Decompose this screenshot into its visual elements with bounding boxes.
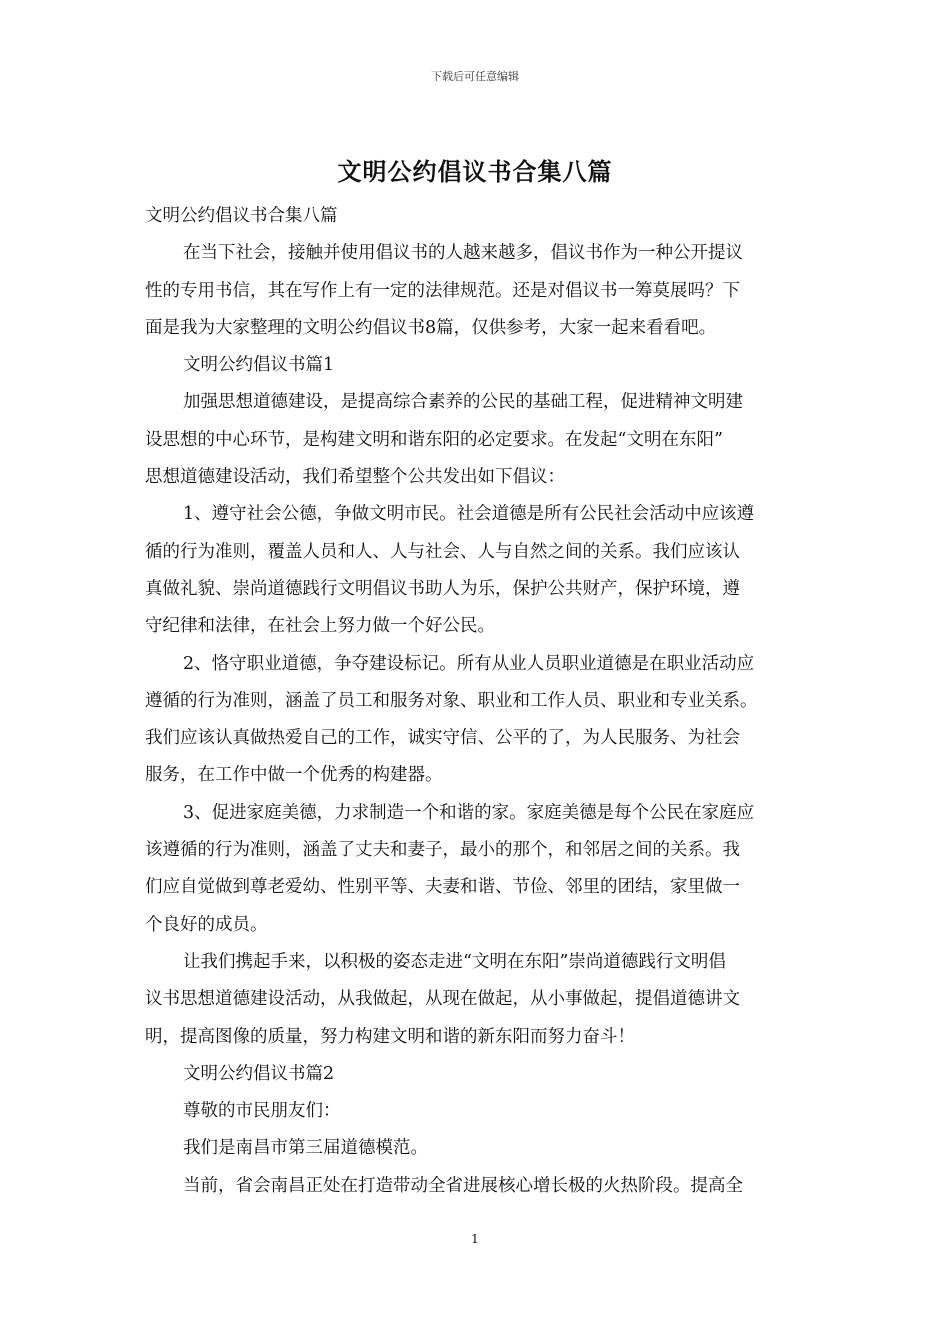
text-line: 议书思想道德建设活动，从我做起，从现在做起，从小事做起，提倡道德讲文 (145, 989, 740, 1010)
text-line: 在当下社会，接触并使用倡议书的人越来越多，倡议书作为一种公开提议 (183, 243, 743, 264)
text-line: 明，提高图像的质量，努力构建文明和谐的新东阳而努力奋斗！ (145, 1026, 635, 1047)
document-title: 文明公约倡议书合集八篇 (337, 157, 613, 186)
text-line: 加强思想道德建设，是提高综合素养的公民的基础工程，促进精神文明建 (183, 392, 743, 413)
text-line: 个良好的成员。 (145, 914, 268, 935)
text-line: 们应自觉做到尊老爱幼、性别平等、夫妻和谐、节俭、邻里的团结，家里做一 (145, 877, 740, 898)
text-line: 循的行为准则，覆盖人员和人、人与社会、人与自然之间的关系。我们应该认 (145, 541, 740, 562)
text-line: 我们应该认真做热爱自己的工作，诚实守信、公平的了，为人民服务、为社会 (145, 728, 740, 749)
text-line: 尊敬的市民朋友们： (183, 1101, 341, 1122)
text-line: 面是我为大家整理的文明公约倡议书8篇，仅供参考，大家一起来看看吧。 (145, 317, 717, 338)
text-line: 文明公约倡议书合集八篇 (145, 206, 338, 226)
text-line: 1、遵守社会公德，争做文明市民。社会道德是所有公民社会活动中应该遵 (183, 504, 755, 525)
document-body (145, 198, 805, 1205)
text-line: 设思想的中心环节，是构建文明和谐东阳的必定要求。在发起“文明在东阳” (145, 429, 723, 450)
text-line: 当前，省会南昌正处在打造带动全省进展核心增长极的火热阶段。提高全 (183, 1175, 743, 1196)
text-line: 3、促进家庭美德，力求制造一个和谐的家。家庭美德是每个公民在家庭应 (183, 802, 755, 823)
text-line: 思想道德建设活动，我们希望整个公共发出如下倡议： (145, 467, 565, 488)
text-line: 该遵循的行为准则，涵盖了丈夫和妻子，最小的那个，和邻居之间的关系。我 (145, 840, 740, 861)
text-line: 遵循的行为准则，涵盖了员工和服务对象、职业和工作人员、职业和专业关系。 (145, 690, 758, 711)
text-line: 守纪律和法律，在社会上努力做一个好公民。 (145, 616, 495, 637)
page-header-note: 下载后可任意编辑 (431, 70, 519, 83)
text-line: 文明公约倡议书篇1 (183, 355, 335, 376)
text-line: 我们是南昌市第三届道德模范。 (183, 1138, 428, 1159)
text-line: 文明公约倡议书篇2 (183, 1063, 335, 1084)
text-line: 性的专用书信，其在写作上有一定的法律规范。还是对倡议书一筹莫展吗？下 (145, 280, 740, 301)
text-line: 2、恪守职业道德，争夺建设标记。所有从业人员职业道德是在职业活动应 (183, 653, 755, 674)
page-number: 1 (471, 1232, 479, 1246)
text-line: 让我们携起手来，以积极的姿态走进“文明在东阳”崇尚道德践行文明倡 (183, 951, 726, 972)
text-line: 服务，在工作中做一个优秀的构建器。 (145, 765, 443, 786)
text-line: 真做礼貌、崇尚道德践行文明倡议书助人为乐，保护公共财产，保护环境，遵 (145, 578, 740, 599)
